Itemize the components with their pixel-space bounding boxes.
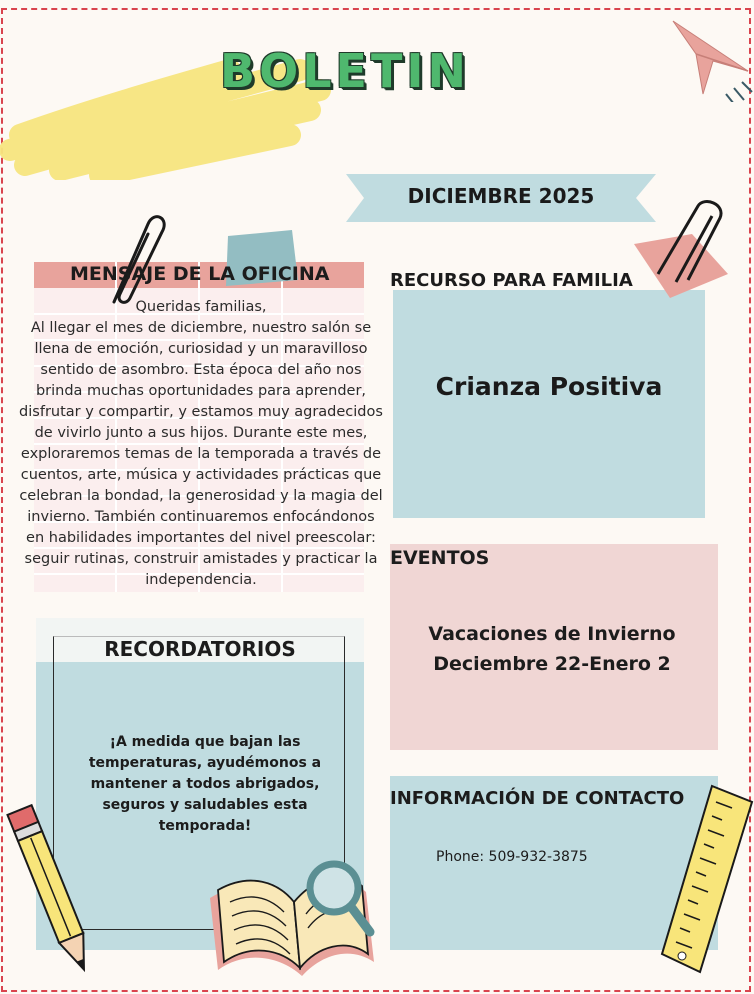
pencil-icon (4, 792, 108, 982)
office-message-greeting: Queridas familias, (135, 299, 267, 315)
office-message-body: Al llegar el mes de diciembre, nuestro salón se llena de emoción, curiosidad y un maravilloso sentido de asombro. Esta época del año nos brinda muchas oportunidades para aprender, disfrutar y compartir, y estamos muy agradecidos de vivirlo junto a sus hijos. Durante este mes, exploraremos temas de la temporada a través de cuentos, arte, música y actividades prácticas que celebran la bondad, la generosidad y la magia del invierno. También continuaremos enfocándonos en habilidades importantes del nivel preescolar: seguir rutinas, construir amistades y practicar la independencia. (19, 320, 383, 588)
events-text (390, 619, 714, 679)
contact-phone: Phone: 509-932-3875 (436, 849, 588, 865)
reminders-heading: RECORDATORIOS (104, 637, 296, 661)
newsletter-date: DICIEMBRE 2025 (407, 184, 595, 208)
family-resource-title: Crianza Positiva (435, 372, 663, 401)
reminders-text: ¡A medida que bajan las temperaturas, ayudémonos a mantener a todos abrigados, seguros y saludables esta temporada! (88, 734, 322, 834)
office-message-text (16, 297, 386, 591)
binder-clip-icon (628, 196, 738, 306)
family-resource-card (393, 290, 705, 518)
events-line-1: Vacaciones de Invierno (428, 623, 676, 645)
paperclip-icon (100, 212, 166, 310)
family-resource-heading: RECURSO PARA FAMILIA (390, 270, 633, 291)
paper-plane-icon (668, 16, 754, 102)
events-line-2: Deciembre 22-Enero 2 (433, 653, 671, 675)
contact-heading: INFORMACIÓN DE CONTACTO (390, 788, 685, 809)
office-message-heading: MENSAJE DE LA OFICINA (70, 263, 330, 285)
newsletter-title: BOLETIN (220, 44, 470, 98)
ruler-icon (660, 784, 754, 974)
magnifier-icon (304, 858, 380, 940)
events-heading: EVENTOS (390, 547, 490, 569)
